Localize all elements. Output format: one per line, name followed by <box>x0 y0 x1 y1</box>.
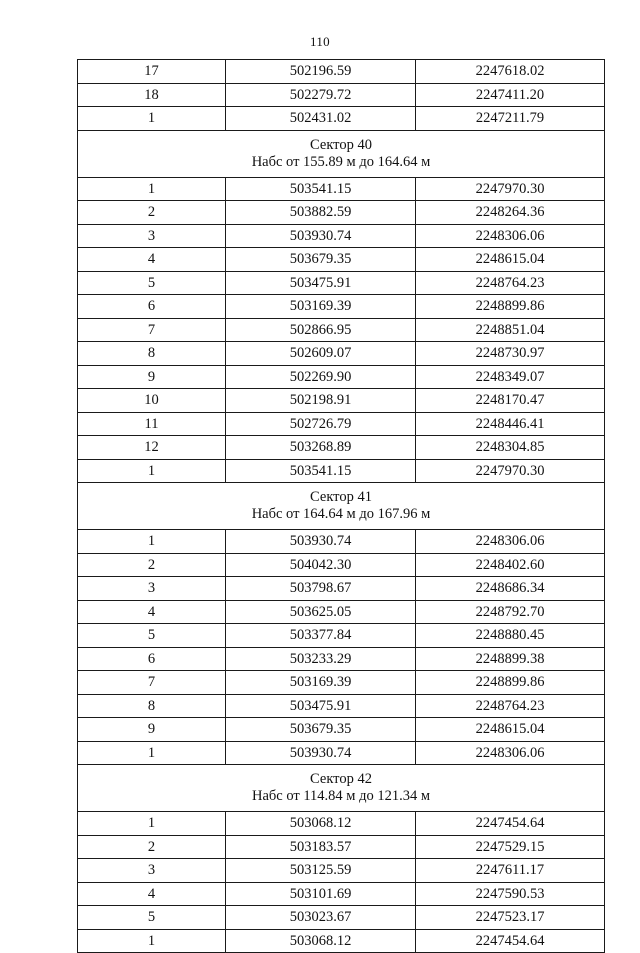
y-coordinate-cell: 2248730.97 <box>416 342 605 366</box>
table-row <box>78 271 605 295</box>
point-number-cell: 9 <box>78 365 226 389</box>
sector-header-row <box>78 130 605 177</box>
x-coordinate-cell: 503930.74 <box>226 224 416 248</box>
y-coordinate-cell: 2248446.41 <box>416 412 605 436</box>
point-number-cell: 5 <box>78 906 226 930</box>
point-number-cell: 12 <box>78 436 226 460</box>
point-number-cell: 2 <box>78 553 226 577</box>
y-coordinate-cell: 2247970.30 <box>416 459 605 483</box>
table-row <box>78 600 605 624</box>
table-row <box>78 60 605 84</box>
sector-title: Сектор 40 <box>310 136 372 153</box>
y-coordinate-cell: 2248615.04 <box>416 718 605 742</box>
point-number-cell: 8 <box>78 342 226 366</box>
x-coordinate-cell: 503377.84 <box>226 624 416 648</box>
table-row <box>78 412 605 436</box>
y-coordinate-cell: 2248899.86 <box>416 671 605 695</box>
table-row <box>78 718 605 742</box>
point-number-cell: 2 <box>78 201 226 225</box>
x-coordinate-cell: 502431.02 <box>226 107 416 131</box>
x-coordinate-cell: 502609.07 <box>226 342 416 366</box>
x-coordinate-cell: 503679.35 <box>226 718 416 742</box>
x-coordinate-cell: 503930.74 <box>226 530 416 554</box>
x-coordinate-cell: 503475.91 <box>226 271 416 295</box>
y-coordinate-cell: 2247618.02 <box>416 60 605 84</box>
table-row <box>78 177 605 201</box>
x-coordinate-cell: 503169.39 <box>226 295 416 319</box>
y-coordinate-cell: 2248402.60 <box>416 553 605 577</box>
table-row <box>78 342 605 366</box>
point-number-cell: 9 <box>78 718 226 742</box>
y-coordinate-cell: 2247590.53 <box>416 882 605 906</box>
table-row <box>78 906 605 930</box>
point-number-cell: 2 <box>78 835 226 859</box>
table-row <box>78 389 605 413</box>
sector-height-range: Набс от 164.64 м до 167.96 м <box>251 506 431 522</box>
point-number-cell: 1 <box>78 812 226 836</box>
sector-height-range: Набс от 114.84 м до 121.34 м <box>251 788 431 804</box>
table-row <box>78 671 605 695</box>
point-number-cell: 5 <box>78 271 226 295</box>
table-row <box>78 624 605 648</box>
point-number-cell: 3 <box>78 224 226 248</box>
y-coordinate-cell: 2248306.06 <box>416 224 605 248</box>
x-coordinate-cell: 502866.95 <box>226 318 416 342</box>
y-coordinate-cell: 2247454.64 <box>416 812 605 836</box>
point-number-cell: 17 <box>78 60 226 84</box>
y-coordinate-cell: 2248170.47 <box>416 389 605 413</box>
point-number-cell: 8 <box>78 694 226 718</box>
y-coordinate-cell: 2247411.20 <box>416 83 605 107</box>
point-number-cell: 1 <box>78 929 226 953</box>
y-coordinate-cell: 2248306.06 <box>416 530 605 554</box>
table-row <box>78 295 605 319</box>
table-row <box>78 107 605 131</box>
page-number: 110 <box>310 34 330 49</box>
x-coordinate-cell: 503541.15 <box>226 177 416 201</box>
y-coordinate-cell: 2247454.64 <box>416 929 605 953</box>
table-row <box>78 459 605 483</box>
y-coordinate-cell: 2248615.04 <box>416 248 605 272</box>
x-coordinate-cell: 503679.35 <box>226 248 416 272</box>
y-coordinate-cell: 2248880.45 <box>416 624 605 648</box>
x-coordinate-cell: 502196.59 <box>226 60 416 84</box>
table-row <box>78 83 605 107</box>
point-number-cell: 7 <box>78 671 226 695</box>
table-row <box>78 553 605 577</box>
table-row <box>78 647 605 671</box>
sector-header-row <box>78 483 605 530</box>
point-number-cell: 4 <box>78 600 226 624</box>
x-coordinate-cell: 503169.39 <box>226 671 416 695</box>
x-coordinate-cell: 503101.69 <box>226 882 416 906</box>
y-coordinate-cell: 2248851.04 <box>416 318 605 342</box>
x-coordinate-cell: 503233.29 <box>226 647 416 671</box>
table-row <box>78 882 605 906</box>
x-coordinate-cell: 502726.79 <box>226 412 416 436</box>
x-coordinate-cell: 503798.67 <box>226 577 416 601</box>
table-row <box>78 248 605 272</box>
y-coordinate-cell: 2248899.38 <box>416 647 605 671</box>
x-coordinate-cell: 503068.12 <box>226 812 416 836</box>
y-coordinate-cell: 2248304.85 <box>416 436 605 460</box>
point-number-cell: 1 <box>78 530 226 554</box>
y-coordinate-cell: 2247529.15 <box>416 835 605 859</box>
coordinates-table-body <box>78 60 605 953</box>
point-number-cell: 6 <box>78 647 226 671</box>
point-number-cell: 5 <box>78 624 226 648</box>
x-coordinate-cell: 503125.59 <box>226 859 416 883</box>
x-coordinate-cell: 503882.59 <box>226 201 416 225</box>
table-row <box>78 694 605 718</box>
table-row <box>78 929 605 953</box>
point-number-cell: 1 <box>78 177 226 201</box>
x-coordinate-cell: 503930.74 <box>226 741 416 765</box>
table-row <box>78 365 605 389</box>
x-coordinate-cell: 504042.30 <box>226 553 416 577</box>
point-number-cell: 4 <box>78 882 226 906</box>
table-row <box>78 812 605 836</box>
table-row <box>78 436 605 460</box>
table-row <box>78 201 605 225</box>
sector-header-cell <box>78 130 605 177</box>
y-coordinate-cell: 2247611.17 <box>416 859 605 883</box>
table-row <box>78 318 605 342</box>
y-coordinate-cell: 2247211.79 <box>416 107 605 131</box>
x-coordinate-cell: 503541.15 <box>226 459 416 483</box>
table-row <box>78 530 605 554</box>
x-coordinate-cell: 502269.90 <box>226 365 416 389</box>
y-coordinate-cell: 2248686.34 <box>416 577 605 601</box>
y-coordinate-cell: 2248792.70 <box>416 600 605 624</box>
table-row <box>78 224 605 248</box>
y-coordinate-cell: 2247970.30 <box>416 177 605 201</box>
sector-height-range: Набс от 155.89 м до 164.64 м <box>251 153 431 170</box>
y-coordinate-cell: 2248264.36 <box>416 201 605 225</box>
x-coordinate-cell: 503268.89 <box>226 436 416 460</box>
point-number-cell: 3 <box>78 859 226 883</box>
x-coordinate-cell: 502198.91 <box>226 389 416 413</box>
table-row <box>78 577 605 601</box>
x-coordinate-cell: 503625.05 <box>226 600 416 624</box>
sector-header-cell <box>78 765 605 812</box>
point-number-cell: 1 <box>78 107 226 131</box>
y-coordinate-cell: 2248899.86 <box>416 295 605 319</box>
x-coordinate-cell: 503183.57 <box>226 835 416 859</box>
point-number-cell: 10 <box>78 389 226 413</box>
sector-title: Сектор 42 <box>310 771 372 787</box>
point-number-cell: 1 <box>78 741 226 765</box>
y-coordinate-cell: 2247523.17 <box>416 906 605 930</box>
sector-header-row <box>78 765 605 812</box>
sector-title: Сектор 41 <box>310 489 372 505</box>
y-coordinate-cell: 2248764.23 <box>416 694 605 718</box>
x-coordinate-cell: 503068.12 <box>226 929 416 953</box>
y-coordinate-cell: 2248306.06 <box>416 741 605 765</box>
coordinates-table <box>77 59 605 953</box>
y-coordinate-cell: 2248349.07 <box>416 365 605 389</box>
point-number-cell: 18 <box>78 83 226 107</box>
point-number-cell: 6 <box>78 295 226 319</box>
point-number-cell: 3 <box>78 577 226 601</box>
x-coordinate-cell: 503023.67 <box>226 906 416 930</box>
point-number-cell: 7 <box>78 318 226 342</box>
table-row <box>78 741 605 765</box>
table-row <box>78 859 605 883</box>
point-number-cell: 4 <box>78 248 226 272</box>
x-coordinate-cell: 503475.91 <box>226 694 416 718</box>
table-row <box>78 835 605 859</box>
sector-header-cell <box>78 483 605 530</box>
point-number-cell: 1 <box>78 459 226 483</box>
point-number-cell: 11 <box>78 412 226 436</box>
x-coordinate-cell: 502279.72 <box>226 83 416 107</box>
y-coordinate-cell: 2248764.23 <box>416 271 605 295</box>
